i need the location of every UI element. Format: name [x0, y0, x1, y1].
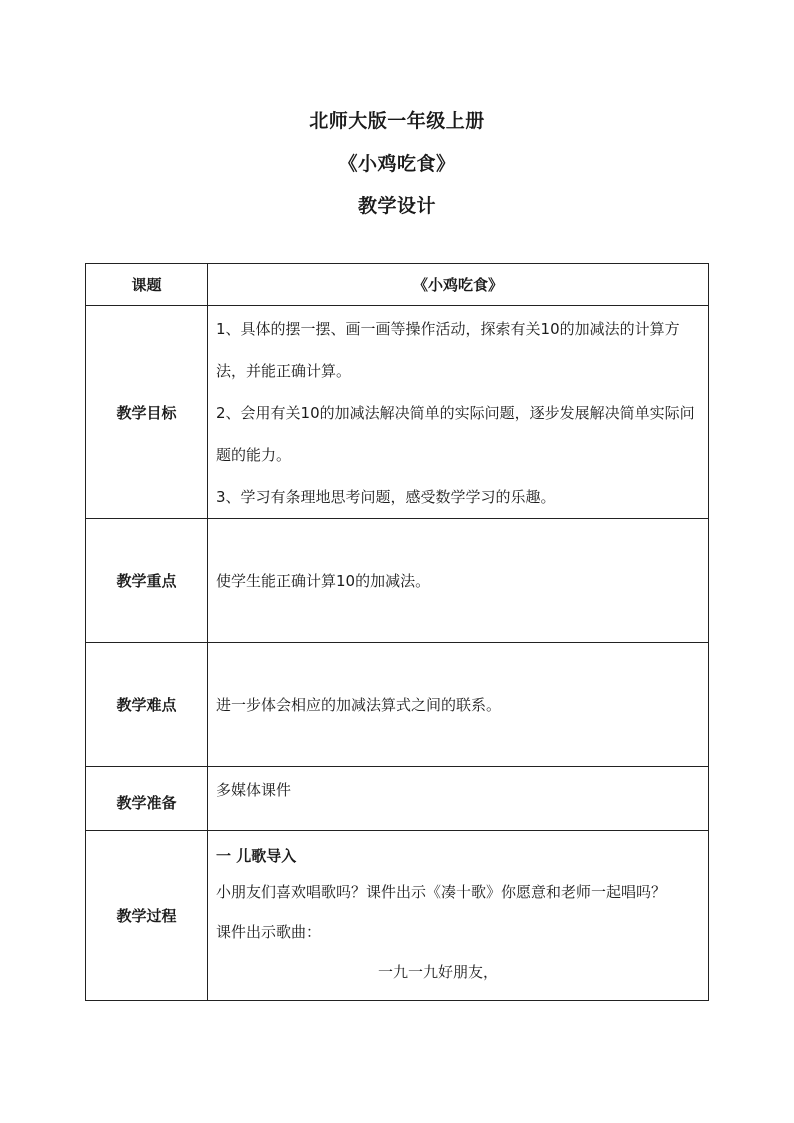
- table-row-key-point: [86, 519, 709, 643]
- goals-label: 教学目标: [86, 306, 208, 519]
- process-intro: 小朋友们喜欢唱歌吗？课件出示《凑十歌》你愿意和老师一起唱吗？: [216, 883, 667, 901]
- process-content: [208, 831, 709, 1001]
- preparation-value: 多媒体课件: [208, 767, 709, 831]
- goal-item: 1、具体的摆一摆、画一画等操作活动，探索有关10的加减法的计算方法，并能正确计算。: [216, 320, 680, 380]
- goals-content: [208, 306, 709, 519]
- difficulty-label: 教学难点: [86, 643, 208, 767]
- process-section-title: 一 儿歌导入: [216, 847, 297, 865]
- preparation-label: 教学准备: [86, 767, 208, 831]
- goal-item: 3、学习有条理地思考问题，感受数学学习的乐趣。: [216, 488, 556, 506]
- document-title-line-2: 《小鸡吃食》: [338, 153, 456, 175]
- key-point-value: 使学生能正确计算10的加减法。: [208, 519, 709, 643]
- table-row-goals: [86, 306, 709, 519]
- document-title-line-1: 北师大版一年级上册: [309, 110, 485, 132]
- table-row-process: [86, 831, 709, 1001]
- document-title-line-3: 教学设计: [357, 195, 436, 217]
- goal-item: 2、会用有关10的加减法解决简单的实际问题，逐步发展解决简单实际问题的能力。: [216, 404, 695, 464]
- table-row-preparation: [86, 767, 709, 831]
- table-row-topic: [86, 264, 709, 306]
- key-point-label: 教学重点: [86, 519, 208, 643]
- song-lyric-line: 一九一九好朋友，: [377, 963, 498, 981]
- topic-value: 《小鸡吃食》: [208, 264, 709, 306]
- process-label: 教学过程: [86, 831, 208, 1001]
- topic-label: 课题: [86, 264, 208, 306]
- difficulty-value: 进一步体会相应的加减法算式之间的联系。: [208, 643, 709, 767]
- table-row-difficulty: [86, 643, 709, 767]
- process-show-song: 课件出示歌曲：: [216, 923, 322, 941]
- lesson-plan-table: [85, 263, 709, 1001]
